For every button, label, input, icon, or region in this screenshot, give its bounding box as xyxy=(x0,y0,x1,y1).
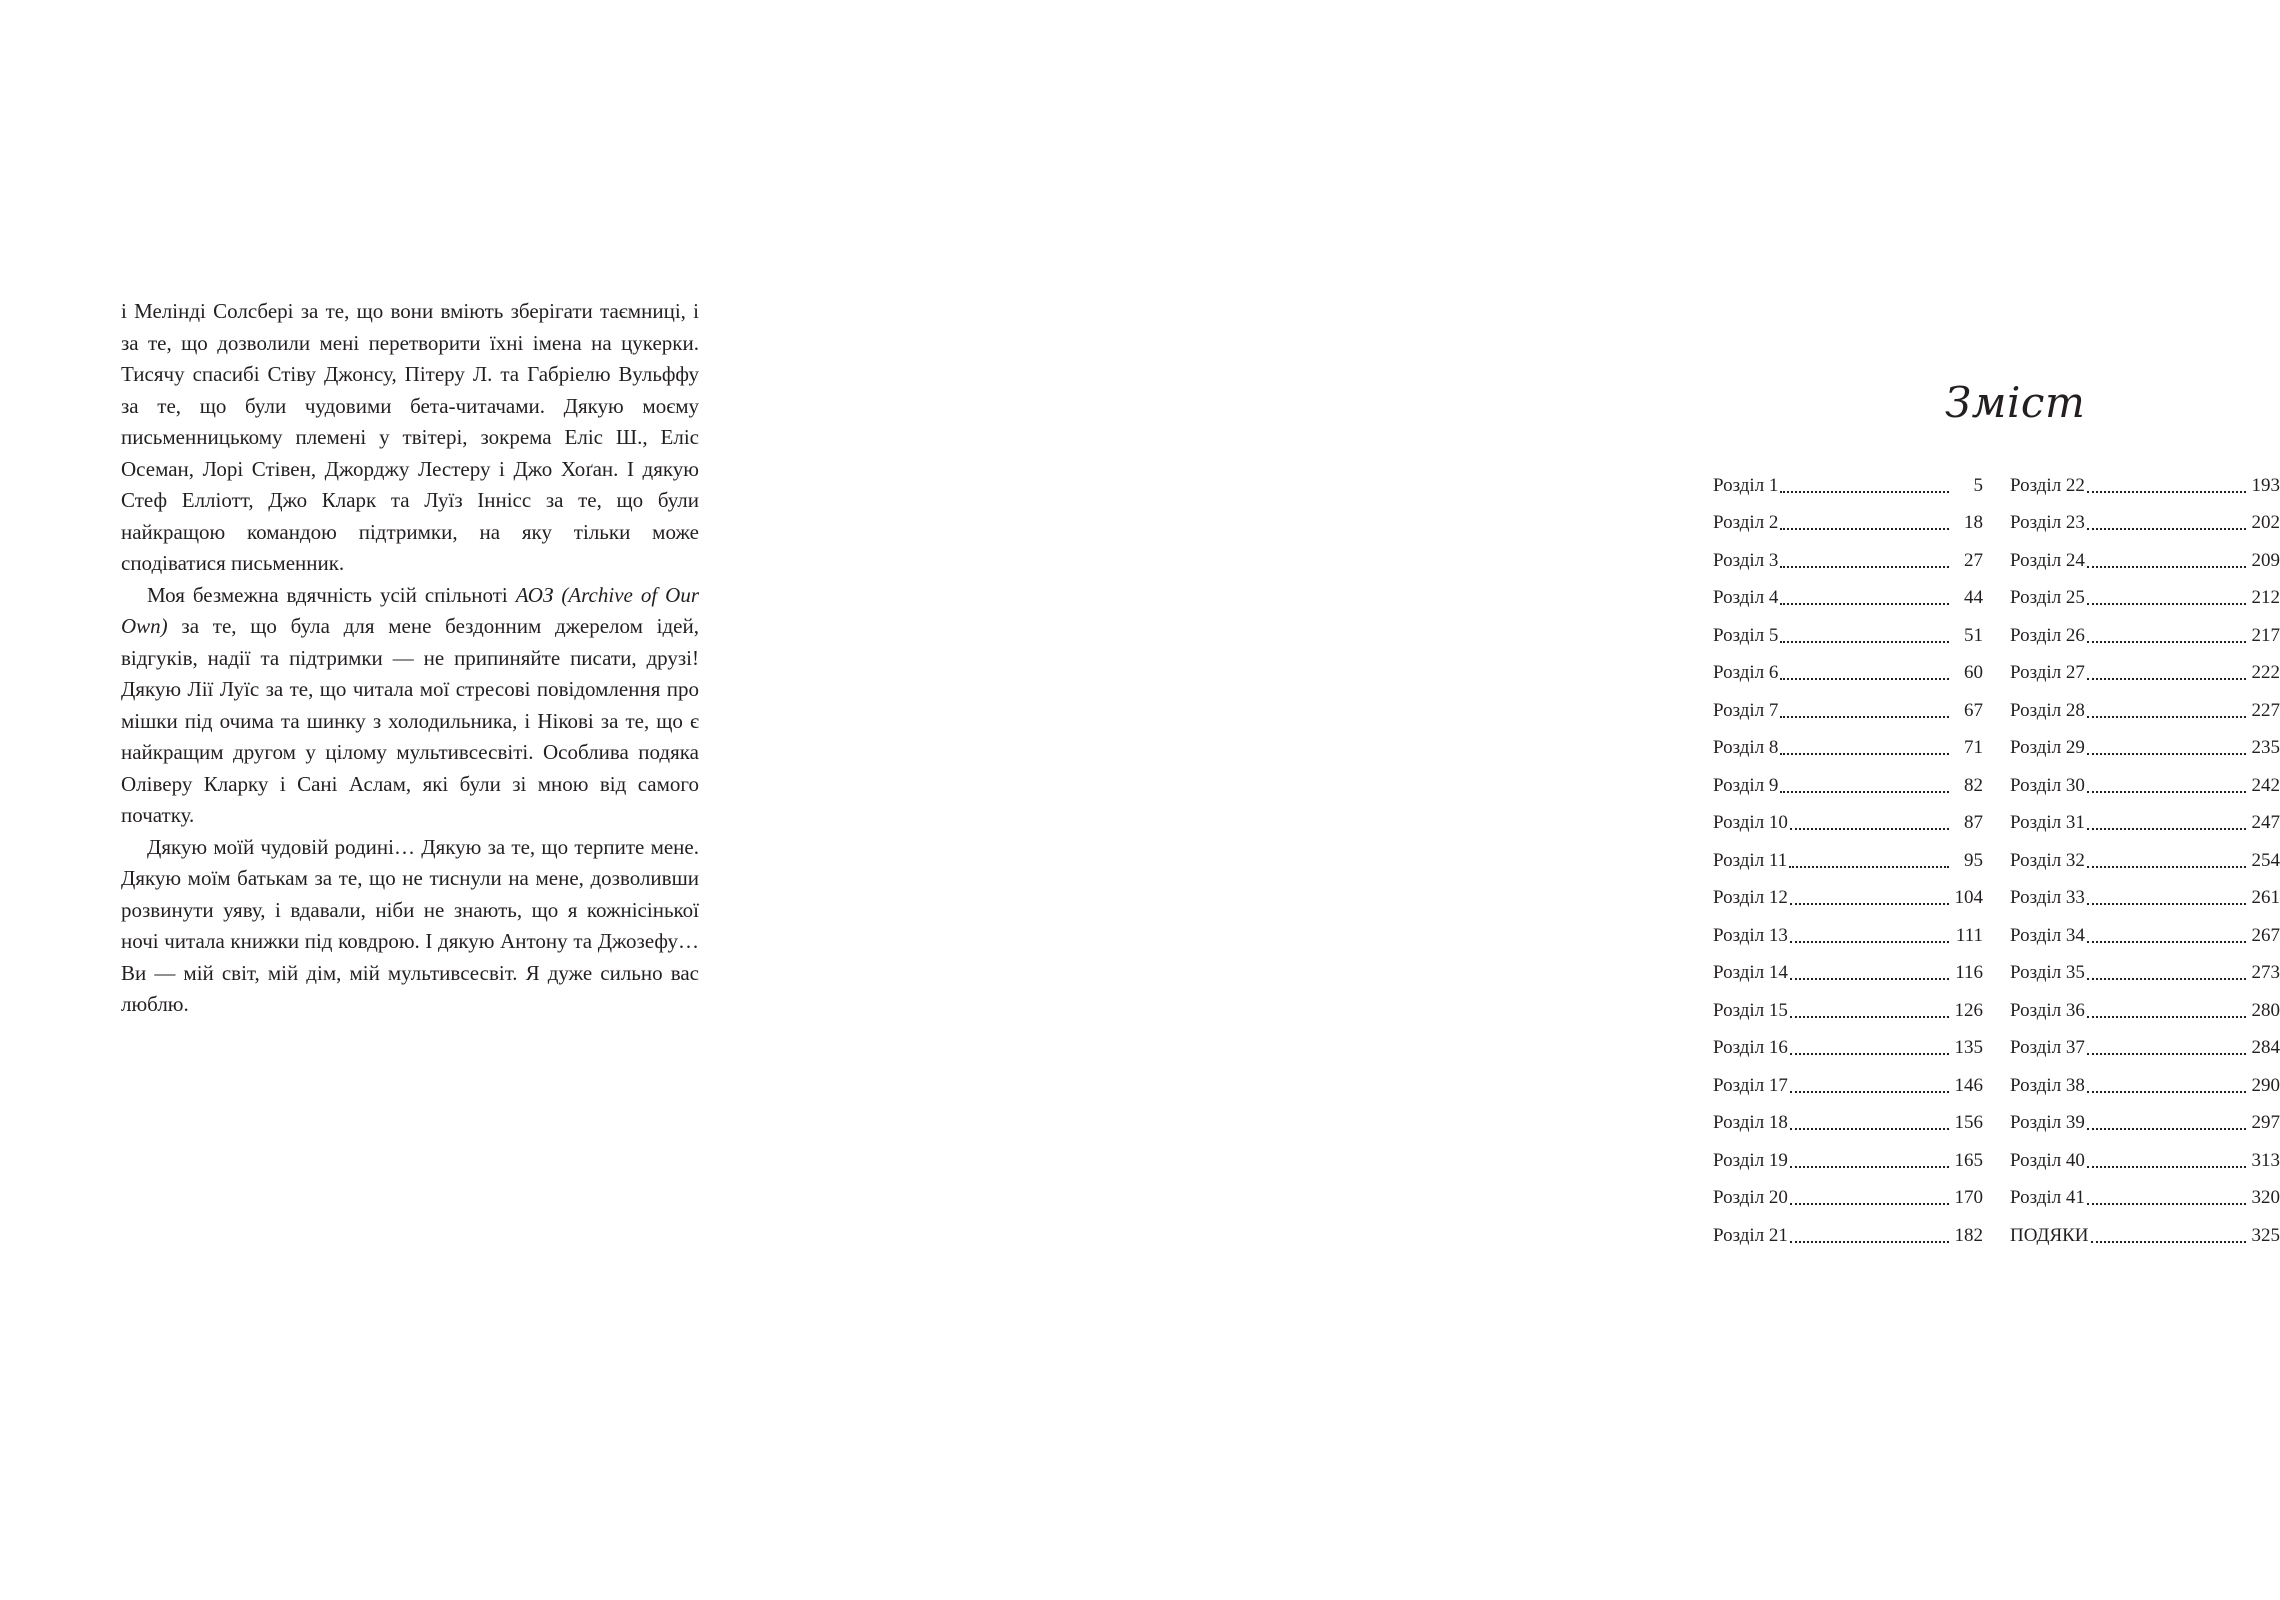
toc-entry xyxy=(1713,985,1983,1023)
toc-entry-label: Розділ 9 xyxy=(1713,774,1779,796)
toc-entry-page: 235 xyxy=(2251,737,2280,758)
toc-entry-label: Розділ 11 xyxy=(1713,849,1788,871)
toc-dot-leader xyxy=(1790,1053,1949,1055)
ack-text: Дякую моїй чудовій родині… Дякую за те, що терпите мене. Дякую моїм батькам за те, що не тиснули на мене, дозволивши розвинути уяву, і вдавали, ніби не знають, що я кожнісінької ночі читала книжки під ковдрою. І дякую Антону та Джозефу… Ви — мій світ, мій дім, мій мультивсесвіт. Я дуже сильно вас люблю. xyxy=(121,834,699,1016)
toc-entry-label: Розділ 23 xyxy=(2010,512,2085,533)
toc-entry-page: 27 xyxy=(1964,549,1983,571)
toc-entry xyxy=(1713,1060,1983,1098)
toc-entry-label: Розділ 39 xyxy=(2010,1112,2085,1133)
toc-entry-page: 71 xyxy=(1964,737,1983,758)
toc-entry-label: Розділ 38 xyxy=(2010,1074,2085,1096)
toc-entry xyxy=(2010,1098,2280,1136)
toc-entry-label: Розділ 14 xyxy=(1713,962,1788,983)
toc-entry-label: Розділ 15 xyxy=(1713,999,1788,1021)
ack-text: за те, що була для мене бездонним джерелом ідей, відгуків, надії та підтримки — не припиняйте писати, друзі! Дякую Лії Луїс за те, що читала мої стресові повідомлення про мішки під очима та шинку з холодильника, і Нікові за те, що є найкращим другом у цілому мультивсесвіті. Особлива подяка Оліверу Кларку і Сані Аслам, які були зі мною від самого початку. xyxy=(121,614,699,827)
toc-entry-page: 254 xyxy=(2251,849,2280,871)
toc-dot-leader xyxy=(2087,1091,2246,1093)
toc-entry-page: 116 xyxy=(1955,962,1983,983)
toc-entry xyxy=(2010,873,2280,911)
toc-entry xyxy=(2010,1135,2280,1173)
toc-entry xyxy=(1713,460,1983,498)
toc-entry-label: Розділ 6 xyxy=(1713,662,1779,683)
toc-dot-leader xyxy=(1790,1091,1949,1093)
toc-dot-leader xyxy=(2087,1128,2246,1130)
toc-entry xyxy=(2010,1060,2280,1098)
toc-entry-label: Розділ 41 xyxy=(2010,1187,2085,1208)
toc-entry-label: Розділ 1 xyxy=(1713,474,1779,496)
toc-entry-label: Розділ 26 xyxy=(2010,624,2085,646)
toc-dot-leader xyxy=(1790,903,1949,905)
toc-entry xyxy=(1713,498,1983,536)
toc-entry-page: 193 xyxy=(2251,474,2280,496)
toc-entry-label: Розділ 36 xyxy=(2010,999,2085,1021)
toc-dot-leader xyxy=(1790,1128,1949,1130)
toc-entry-page: 182 xyxy=(1954,1224,1983,1246)
toc-entry-label: Розділ 19 xyxy=(1713,1149,1788,1171)
toc-entry-page: 227 xyxy=(2251,699,2280,721)
toc-entry-page: 60 xyxy=(1964,662,1983,683)
toc-dot-leader xyxy=(2087,828,2246,830)
toc-entry xyxy=(1713,760,1983,798)
toc-entry xyxy=(2010,535,2280,573)
toc-dot-leader xyxy=(1780,566,1949,568)
right-page xyxy=(800,0,2280,1600)
ack-paragraph xyxy=(121,832,699,1021)
toc-entry-page: 87 xyxy=(1964,812,1983,833)
toc-entry-page: 5 xyxy=(1973,474,1983,496)
toc-entry xyxy=(1713,535,1983,573)
toc-dot-leader xyxy=(2087,491,2246,493)
toc-entry-label: Розділ 27 xyxy=(2010,662,2085,683)
toc-entry xyxy=(2010,685,2280,723)
toc-entry xyxy=(2010,1023,2280,1061)
toc-entry-label: Розділ 34 xyxy=(2010,924,2085,946)
toc-entry-page: 325 xyxy=(2251,1224,2280,1246)
toc-entry-page: 146 xyxy=(1954,1074,1983,1096)
toc-entry-page: 95 xyxy=(1964,849,1983,871)
toc-entry-page: 242 xyxy=(2251,774,2280,796)
toc-dot-leader xyxy=(1789,866,1949,868)
toc-entry-page: 156 xyxy=(1954,1112,1983,1133)
toc-entry-label: Розділ 28 xyxy=(2010,699,2085,721)
toc-entry-label: Розділ 31 xyxy=(2010,812,2085,833)
toc-entry xyxy=(2010,610,2280,648)
toc-dot-leader xyxy=(2087,903,2246,905)
toc-dot-leader xyxy=(1780,753,1949,755)
toc-entry-page: 212 xyxy=(2251,587,2280,608)
toc-entry xyxy=(1713,910,1983,948)
toc-entry xyxy=(1713,610,1983,648)
toc-column-2 xyxy=(2010,460,2280,1248)
toc-entry-page: 67 xyxy=(1964,699,1983,721)
toc-entry-page: 284 xyxy=(2251,1037,2280,1058)
toc-entry xyxy=(2010,835,2280,873)
toc-entry-label: Розділ 13 xyxy=(1713,924,1788,946)
toc-dot-leader xyxy=(2087,753,2246,755)
toc-entry xyxy=(2010,723,2280,761)
toc-entry-page: 209 xyxy=(2251,549,2280,571)
toc-dot-leader xyxy=(1790,1016,1949,1018)
toc-entry xyxy=(1713,798,1983,836)
toc-dot-leader xyxy=(2087,716,2246,718)
toc-entry-page: 297 xyxy=(2251,1112,2280,1133)
toc-dot-leader xyxy=(2087,941,2246,943)
toc-entry-page: 51 xyxy=(1964,624,1983,646)
toc-dot-leader xyxy=(2087,528,2246,530)
toc-entry xyxy=(1713,1135,1983,1173)
toc-entry xyxy=(2010,648,2280,686)
toc-entry-page: 261 xyxy=(2251,887,2280,908)
toc-entry-label: Розділ 25 xyxy=(2010,587,2085,608)
ack-paragraph xyxy=(121,296,699,580)
toc-entry-label: Розділ 20 xyxy=(1713,1187,1788,1208)
toc-entry xyxy=(1713,835,1983,873)
toc-entry-page: 267 xyxy=(2251,924,2280,946)
toc-entry-page: 111 xyxy=(1955,924,1983,946)
toc-entry xyxy=(1713,1098,1983,1136)
toc-dot-leader xyxy=(1780,678,1949,680)
toc-dot-leader xyxy=(1780,641,1949,643)
toc-column-1 xyxy=(1713,460,1983,1248)
toc-dot-leader xyxy=(2087,1203,2246,1205)
toc-entry-label: Розділ 16 xyxy=(1713,1037,1788,1058)
toc-entry-label: Розділ 30 xyxy=(2010,774,2085,796)
toc-entry-page: 202 xyxy=(2251,512,2280,533)
toc-entry-label: Розділ 5 xyxy=(1713,624,1779,646)
toc-entry xyxy=(1713,1023,1983,1061)
toc-entry xyxy=(2010,985,2280,1023)
toc-entry xyxy=(2010,910,2280,948)
toc-entry-label: Розділ 21 xyxy=(1713,1224,1788,1246)
toc-dot-leader xyxy=(2087,866,2246,868)
toc-entry-page: 320 xyxy=(2251,1187,2280,1208)
toc-entry-page: 18 xyxy=(1964,512,1983,533)
toc-dot-leader xyxy=(1790,978,1949,980)
toc-dot-leader xyxy=(1790,1203,1949,1205)
toc-entry-label: ПОДЯКИ xyxy=(2010,1224,2089,1246)
toc-entry-page: 290 xyxy=(2251,1074,2280,1096)
ack-text: і Мелінді Солсбері за те, що вони вміють зберігати таємниці, і за те, що дозволили мені перетворити їхні імена на цукерки. Тисячу спасибі Стіву Джонсу, Пітеру Л. та Габріелю Вульффу за те, що були чудовими бета-читачами. Дякую моєму письменницькому племені у твітері, зокрема Еліс Ш., Еліс Осеман, Лорі Стівен, Джорджу Лестеру і Джо Хоґан. І дякую Стеф Елліотт, Джо Кларк та Луїз Інніcс за те, що були найкращою командою підтримки, на яку тільки може сподіватися письменник. xyxy=(121,299,699,575)
toc-entry xyxy=(1713,1173,1983,1211)
toc-entry xyxy=(2010,1173,2280,1211)
toc-entry-label: Розділ 7 xyxy=(1713,699,1779,721)
ack-paragraph xyxy=(121,580,699,832)
toc-dot-leader xyxy=(2091,1241,2246,1243)
toc-entry-label: Розділ 12 xyxy=(1713,887,1788,908)
toc-entry-label: Розділ 18 xyxy=(1713,1112,1788,1133)
toc-dot-leader xyxy=(2087,1166,2246,1168)
toc-dot-leader xyxy=(2087,641,2246,643)
toc-entry-label: Розділ 10 xyxy=(1713,812,1788,833)
toc-entry xyxy=(1713,873,1983,911)
toc-entry-label: Розділ 40 xyxy=(2010,1149,2085,1171)
toc-dot-leader xyxy=(2087,978,2246,980)
toc-dot-leader xyxy=(1780,528,1949,530)
toc-dot-leader xyxy=(2087,678,2246,680)
toc-entry-label: Розділ 37 xyxy=(2010,1037,2085,1058)
toc-dot-leader xyxy=(2087,566,2246,568)
toc-entry xyxy=(1713,948,1983,986)
toc-dot-leader xyxy=(2087,1053,2246,1055)
toc-entry-page: 280 xyxy=(2251,999,2280,1021)
toc-entry-label: Розділ 32 xyxy=(2010,849,2085,871)
toc-dot-leader xyxy=(1790,1241,1949,1243)
toc-dot-leader xyxy=(1780,491,1949,493)
toc-dot-leader xyxy=(1790,828,1949,830)
toc-entry-page: 44 xyxy=(1964,587,1983,608)
toc-dot-leader xyxy=(2087,1016,2246,1018)
toc-entry xyxy=(1713,685,1983,723)
toc-entry-label: Розділ 35 xyxy=(2010,962,2085,983)
toc-dot-leader xyxy=(1780,791,1949,793)
toc-entry-label: Розділ 22 xyxy=(2010,474,2085,496)
toc-entry-label: Розділ 33 xyxy=(2010,887,2085,908)
toc-entry xyxy=(2010,573,2280,611)
toc-title: Зміст xyxy=(1945,378,2086,427)
toc-entry-label: Розділ 17 xyxy=(1713,1074,1788,1096)
toc-entry xyxy=(1713,723,1983,761)
toc-dot-leader xyxy=(1780,716,1949,718)
acknowledgements-text xyxy=(121,296,699,1021)
toc-entry-page: 82 xyxy=(1964,774,1983,796)
left-page xyxy=(0,0,800,1600)
ack-italic-text: АОЗ (Archive of Our Own) xyxy=(121,582,699,638)
toc-entry-page: 247 xyxy=(2251,812,2280,833)
toc-entry-page: 170 xyxy=(1954,1187,1983,1208)
toc-entry-page: 217 xyxy=(2251,624,2280,646)
toc-entry-page: 126 xyxy=(1954,999,1983,1021)
toc-entry-page: 273 xyxy=(2251,962,2280,983)
toc-entry-label: Розділ 3 xyxy=(1713,549,1779,571)
toc-entry-label: Розділ 24 xyxy=(2010,549,2085,571)
toc-entry-label: Розділ 8 xyxy=(1713,737,1779,758)
toc-dot-leader xyxy=(1780,603,1949,605)
toc-dot-leader xyxy=(2087,791,2246,793)
toc-entry-label: Розділ 4 xyxy=(1713,587,1779,608)
toc-entry-page: 104 xyxy=(1954,887,1983,908)
toc-entry xyxy=(2010,1210,2280,1248)
toc-entry xyxy=(1713,573,1983,611)
toc-dot-leader xyxy=(1790,941,1949,943)
toc-entry-page: 165 xyxy=(1954,1149,1983,1171)
toc-entry xyxy=(2010,460,2280,498)
toc-dot-leader xyxy=(1790,1166,1949,1168)
toc-entry-page: 313 xyxy=(2251,1149,2280,1171)
toc-entry xyxy=(1713,648,1983,686)
toc-entry xyxy=(2010,760,2280,798)
toc-entry-page: 222 xyxy=(2251,662,2280,683)
toc-entry xyxy=(2010,498,2280,536)
toc-entry-page: 135 xyxy=(1954,1037,1983,1058)
toc-entry-label: Розділ 29 xyxy=(2010,737,2085,758)
ack-text: Моя безмежна вдячність усій спільноті xyxy=(147,582,516,607)
toc-entry xyxy=(2010,948,2280,986)
toc-entry xyxy=(2010,798,2280,836)
toc-entry xyxy=(1713,1210,1983,1248)
toc-entry-label: Розділ 2 xyxy=(1713,512,1779,533)
toc-dot-leader xyxy=(2087,603,2246,605)
